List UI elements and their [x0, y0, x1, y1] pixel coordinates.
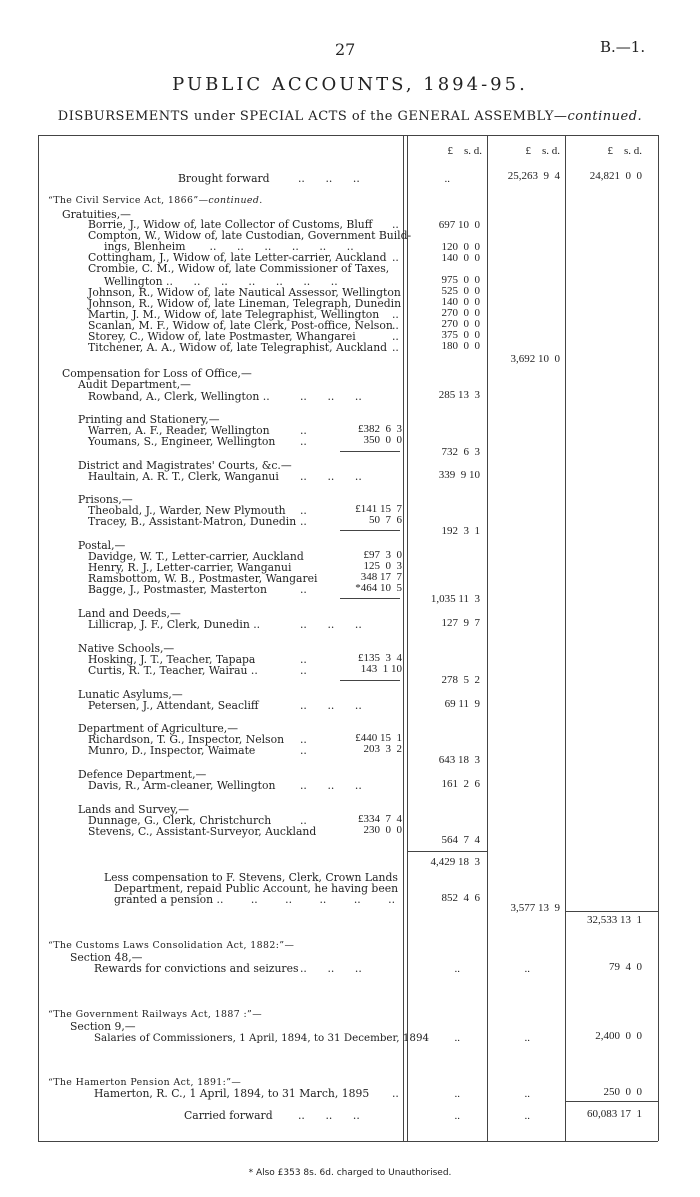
item-amount: £382 6 3: [358, 423, 402, 435]
list-item: Compton, W., Widow of, late Custodian, Government Build-: [88, 229, 412, 242]
railways-section: Section 9,—: [70, 1020, 136, 1033]
brought-forward-col2: 25,263 9 4: [507, 170, 560, 182]
document-reference: B.—1.: [600, 38, 646, 56]
subtotal-rule: [408, 851, 487, 852]
leader-dots: .. .. .. .. .. ..: [185, 240, 354, 253]
civil-service-act-title: [48, 195, 263, 207]
item-amount: £334 7 4: [358, 813, 402, 825]
table-right-rule: [658, 135, 659, 1141]
list-item: [88, 619, 260, 631]
list-item-label: Rowband, A., Clerk, Wellington: [88, 390, 260, 403]
leader-dots: ..: [300, 744, 307, 757]
leader-dots: ..: [300, 664, 307, 677]
group-total: 127 9 7: [441, 617, 480, 629]
railways-col1: ..: [454, 1032, 460, 1044]
page-subtitle: [0, 109, 700, 124]
list-item: Johnson, R., Widow of, late Nautical Assessor, Wellington: [88, 286, 401, 299]
list-item: Petersen, J., Attendant, Seacliff: [88, 699, 259, 712]
item-amount: 143 1 10: [360, 663, 402, 675]
list-item: Tracey, B., Assistant-Matron, Dunedin: [88, 515, 297, 528]
compensation-net: 3,577 13 9: [510, 902, 560, 914]
group-total: 643 18 3: [438, 754, 480, 766]
list-item: Martin, J. M., Widow of, late Telegraphist, Wellington: [88, 308, 380, 321]
customs-col2: ..: [524, 963, 530, 975]
gratuity-amount: 375 0 0: [441, 329, 480, 341]
column-header-2: £ s. d.: [525, 145, 560, 157]
less-line-3-text: granted a pension: [114, 893, 214, 906]
list-item-continuation: Wellington: [104, 275, 163, 288]
compensation-heading: Compensation for Loss of Office,—: [62, 367, 252, 380]
list-item: Titchener, A. A., Widow of, late Telegraphist, Auckland: [88, 341, 388, 354]
hamerton-col2: ..: [524, 1088, 530, 1100]
list-item: Davidge, W. T., Letter-carrier, Auckland: [88, 550, 304, 563]
customs-col3: 79 4 0: [609, 961, 642, 973]
list-item-label: Lillicrap, J. F., Clerk, Dunedin: [88, 618, 250, 631]
brought-forward-label: Brought forward: [178, 172, 270, 185]
compensation-subtotal: 4,429 18 3: [430, 856, 480, 868]
group-heading: Lunatic Asylums,—: [78, 688, 183, 701]
group-total: 564 7 4: [441, 834, 480, 846]
less-line-2: Department, repaid Public Account, he having been: [114, 882, 399, 895]
subtotal-rule: [340, 451, 400, 452]
column-header-1: £ s. d.: [447, 145, 482, 157]
railways-item: Salaries of Commissioners, 1 April, 1894, to 31 December, 1894: [94, 1032, 430, 1044]
list-item: Storey, C., Widow of, late Postmaster, Whangarei: [88, 330, 356, 343]
list-item: Haultain, A. R. T., Clerk, Wanganui: [88, 470, 279, 483]
customs-item: Rewards for convictions and seizures: [94, 962, 299, 975]
hamerton-col1: ..: [454, 1088, 460, 1100]
leader-dots: .. .. ..: [300, 779, 362, 792]
gratuity-amount: 180 0 0: [441, 340, 480, 352]
gratuity-amount: 120 0 0: [441, 241, 480, 253]
leader-dots: ..: [392, 341, 399, 354]
group-heading: Lands and Survey,—: [78, 803, 190, 816]
leader-dots: ..: [300, 424, 307, 437]
item-amount: 350 0 0: [363, 434, 402, 446]
leader-dots: ..: [300, 515, 307, 528]
leader-dots: .. .. ..: [300, 390, 362, 403]
carried-rule: [566, 1101, 658, 1102]
hamerton-act-title: “The Hamerton Pension Act, 1891:”—: [48, 1077, 242, 1088]
subtotal-rule: [340, 680, 400, 681]
leader-dots: .. .. .. .. .. .. ..: [162, 275, 338, 288]
item-amount: £440 15 1: [355, 732, 402, 744]
item-amount: £135 3 4: [358, 652, 402, 664]
column-divider-4: [565, 135, 566, 1141]
gratuity-amount: 140 0 0: [441, 296, 480, 308]
leader-dots: ..: [392, 319, 399, 332]
civil-service-act-heading: “The Civil Service Act, 1866”—: [48, 195, 209, 206]
group-total: 278 5 2: [441, 674, 480, 686]
group-total: 1,035 11 3: [430, 593, 480, 605]
group-heading: District and Magistrates' Courts, &c.—: [78, 459, 292, 472]
subtitle-main: DISBURSEMENTS under SPECIAL ACTS of the GENERAL ASSEMBLY—: [57, 109, 568, 124]
item-amount: 125 0 3: [363, 560, 402, 572]
group-heading: Prisons,—: [78, 493, 133, 506]
carried-forward-label: Carried forward: [184, 1109, 273, 1122]
group-heading: Defence Department,—: [78, 768, 207, 781]
list-item: Ramsbottom, W. B., Postmaster, Wangarei: [88, 572, 318, 585]
list-item: Theobald, J., Warder, New Plymouth: [88, 504, 286, 517]
column-divider-3: [487, 135, 488, 1141]
hamerton-item: Hamerton, R. C., 1 April, 1894, to 31 March, 1895: [94, 1087, 370, 1100]
leader-dots: .. .. .. .. .. ..: [213, 893, 396, 906]
subtotal-rule: [340, 530, 400, 531]
leader-dots: ..: [392, 308, 399, 321]
group-heading: Land and Deeds,—: [78, 607, 181, 620]
gratuity-amount: 270 0 0: [441, 307, 480, 319]
section-rule: [566, 911, 658, 912]
item-amount: 230 0 0: [363, 824, 402, 836]
list-item: Crombie, C. M., Widow of, late Commissioner of Taxes,: [88, 262, 390, 275]
gratuity-amount: 525 0 0: [441, 285, 480, 297]
column-header-3: £ s. d.: [607, 145, 642, 157]
page-title: PUBLIC ACCOUNTS, 1894-95.: [172, 74, 528, 95]
less-line-1: Less compensation to F. Stevens, Clerk, Crown Lands: [104, 871, 398, 884]
item-amount: *464 10 5: [355, 582, 402, 594]
item-amount: 348 17 7: [360, 571, 402, 583]
footnote: * Also £353 8s. 6d. charged to Unauthorised.: [248, 1168, 452, 1178]
leader-dots: ..: [247, 664, 258, 677]
leader-dots: ..: [300, 733, 307, 746]
railways-col2: ..: [524, 1032, 530, 1044]
item-amount: £97 3 0: [363, 549, 402, 561]
civil-service-act-total: 32,533 13 1: [587, 914, 642, 926]
leader-dots: ..: [392, 330, 399, 343]
brought-forward-col3: 24,821 0 0: [589, 170, 642, 182]
list-item: Youmans, S., Engineer, Wellington: [88, 435, 276, 448]
group-heading: Native Schools,—: [78, 642, 175, 655]
leader-dots: ..: [300, 814, 307, 827]
list-item: Dunnage, G., Clerk, Christchurch: [88, 814, 272, 827]
list-item: Cottingham, J., Widow of, late Letter-carrier, Auckland: [88, 251, 387, 264]
leader-dots: ..: [249, 618, 261, 631]
page-number: 27: [335, 40, 356, 59]
list-item: Warren, A. F., Reader, Wellington: [88, 424, 270, 437]
less-amount: 852 4 6: [441, 892, 480, 904]
subtotal-rule: [340, 598, 400, 599]
list-item: Richardson, T. G., Inspector, Nelson: [88, 733, 285, 746]
list-item: Munro, D., Inspector, Waimate: [88, 744, 256, 757]
table-bottom-rule: [38, 1141, 658, 1142]
leader-dots: .. .. ..: [300, 699, 362, 712]
list-item: [88, 391, 270, 403]
group-total: 192 3 1: [441, 525, 480, 537]
customs-col1: ..: [454, 963, 460, 975]
table-left-rule: [38, 135, 39, 1141]
list-item: Borrie, J., Widow of, late Collector of Customs, Bluff: [88, 218, 373, 231]
list-item: Stevens, C., Assistant-Surveyor, Auckland: [88, 825, 317, 838]
item-amount: 50 7 6: [369, 514, 402, 526]
leader-dots: ..: [300, 435, 307, 448]
leader-dots: ..: [300, 583, 307, 596]
item-amount: 203 3 2: [363, 743, 402, 755]
list-item: Henry, R. J., Letter-carrier, Wanganui: [88, 561, 292, 574]
list-item: Hosking, J. T., Teacher, Tapapa: [88, 653, 256, 666]
leader-dots: .. .. ..: [300, 618, 362, 631]
list-item-continuation: ings, Blenheim: [104, 240, 186, 253]
leader-dots: ..: [392, 218, 399, 231]
leader-dots: ..: [392, 251, 399, 264]
gratuity-amount: 697 10 0: [438, 219, 480, 231]
gratuity-amount: 270 0 0: [441, 318, 480, 330]
list-item: Scanlan, M. F., Widow of, late Clerk, Post-office, Nelson: [88, 319, 393, 332]
group-total: 732 6 3: [441, 446, 480, 458]
group-heading: Department of Agriculture,—: [78, 722, 239, 735]
customs-act-title: “The Customs Laws Consolidation Act, 1882:”—: [48, 940, 295, 951]
carried-forward-col2: ..: [524, 1110, 530, 1122]
list-item-label: Curtis, R. T., Teacher, Wairau: [88, 664, 248, 677]
carried-forward-col1: ..: [454, 1110, 460, 1122]
gratuities-heading: Gratuities,—: [62, 208, 131, 221]
leader-dots: .. .. ..: [300, 962, 362, 975]
brought-forward-col1: ..: [444, 173, 450, 185]
group-total: 161 2 6: [441, 778, 480, 790]
group-heading: Printing and Stationery,—: [78, 413, 220, 426]
railways-act-title: “The Government Railways Act, 1887 :”—: [48, 1009, 263, 1020]
gratuity-amount: 975 0 0: [441, 274, 480, 286]
gratuity-amount: 140 0 0: [441, 252, 480, 264]
leader-dots: .. .. ..: [300, 470, 362, 483]
leader-dots: ..: [300, 504, 307, 517]
group-heading: Audit Department,—: [78, 378, 191, 391]
item-amount: £141 15 7: [355, 503, 402, 515]
leader-dots: .. .. ..: [298, 1109, 360, 1122]
hamerton-col3: 250 0 0: [603, 1086, 642, 1098]
list-item: [88, 665, 258, 677]
column-divider-1: [403, 135, 404, 1141]
list-item: Johnson, R., Widow of, late Lineman, Telegraph, Dunedin: [88, 297, 402, 310]
group-heading: Postal,—: [78, 539, 126, 552]
leader-dots: .. .. ..: [298, 172, 360, 185]
carried-forward-col3: 60,083 17 1: [587, 1108, 642, 1120]
leader-dots: ..: [300, 653, 307, 666]
gratuities-total: 3,692 10 0: [510, 353, 560, 365]
group-total: 69 11 9: [444, 698, 480, 710]
column-divider-2: [407, 135, 408, 1141]
less-line-3: [114, 894, 395, 906]
customs-section: Section 48,—: [70, 951, 143, 964]
railways-col3: 2,400 0 0: [595, 1030, 642, 1042]
list-item: Davis, R., Arm-cleaner, Wellington: [88, 779, 276, 792]
subtitle-continued: continued.: [567, 109, 643, 124]
list-item: Bagge, J., Postmaster, Masterton: [88, 583, 267, 596]
group-total: 285 13 3: [438, 389, 480, 401]
leader-dots: ..: [259, 390, 270, 403]
group-total: 339 9 10: [438, 469, 480, 481]
leader-dots: ..: [392, 1087, 399, 1100]
civil-service-act-continued: continued.: [208, 195, 263, 206]
